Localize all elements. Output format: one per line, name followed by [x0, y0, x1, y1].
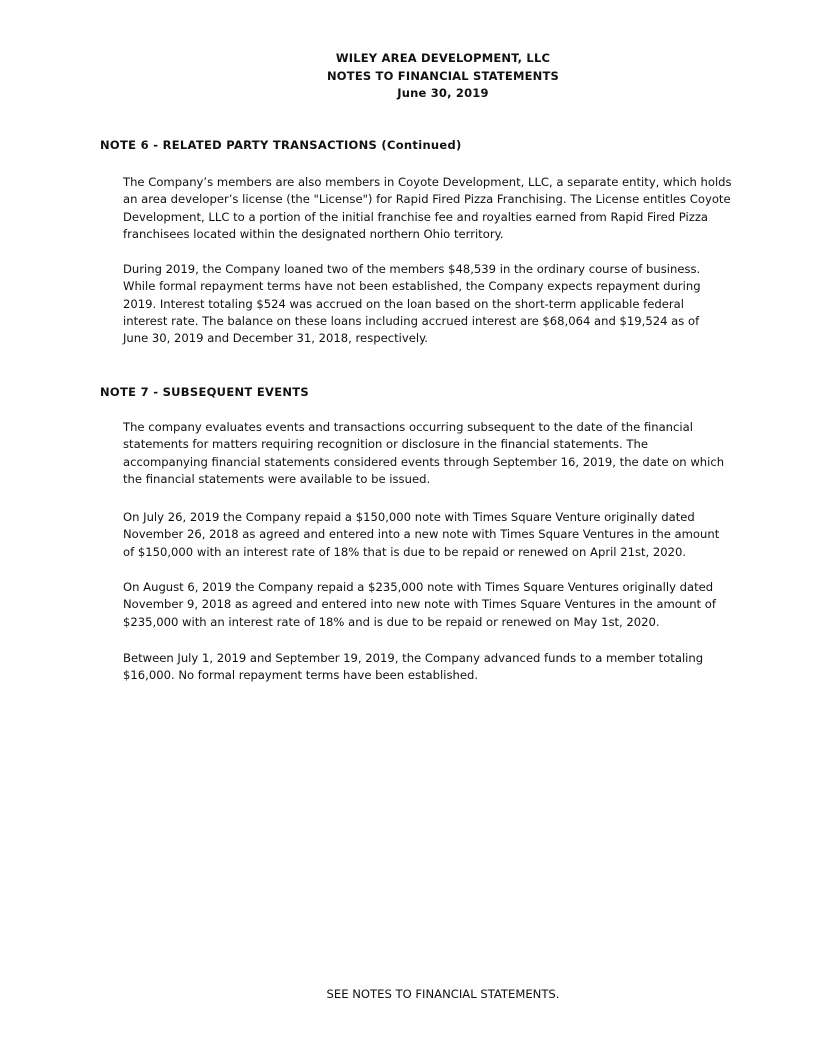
text-line: November 9, 2018 as agreed and entered into new note with Times Square Ventures in the amount of: [123, 597, 716, 612]
page-header: [0, 50, 815, 103]
note-7-paragraph-1: [123, 419, 748, 488]
note-7-paragraph-4: [123, 650, 748, 685]
text-line: While formal repayment terms have not been established, the Company expects repayment during: [123, 279, 701, 294]
text-line: Between July 1, 2019 and September 19, 2019, the Company advanced funds to a member totaling: [123, 651, 704, 665]
note-7-paragraph-3: [123, 579, 748, 631]
note-6-title: NOTE 6 - RELATED PARTY TRANSACTIONS (Continued): [100, 138, 462, 152]
text-line: interest rate. The balance on these loans including accrued interest are $68,064 and $19,524 as of: [123, 313, 700, 328]
text-line: statements for matters requiring recognition or disclosure in the financial statements. The: [123, 437, 648, 452]
statement-date: June 30, 2019: [397, 86, 489, 100]
text-line: the financial statements were available to be issued.: [123, 471, 431, 486]
note-7-paragraph-2: [123, 509, 748, 561]
text-line: of $150,000 with an interest rate of 18% that is due to be repaid or renewed on April 21st, 2020.: [123, 544, 687, 559]
page-footer: SEE NOTES TO FINANCIAL STATEMENTS.: [326, 987, 560, 1001]
text-line: accompanying financial statements considered events through September 16, 2019, the date on which: [123, 454, 725, 469]
text-line: $235,000 with an interest rate of 18% and is due to be repaid or renewed on May 1st, 2020.: [123, 614, 660, 629]
text-line: During 2019, the Company loaned two of the members $48,539 in the ordinary course of business.: [123, 262, 701, 276]
text-line: On July 26, 2019 the Company repaid a $150,000 note with Times Square Venture originally dated: [123, 510, 695, 524]
text-line: November 26, 2018 as agreed and entered into a new note with Times Square Ventures in the amount: [123, 527, 720, 542]
company-name: WILEY AREA DEVELOPMENT, LLC: [335, 51, 551, 65]
text-line: 2019. Interest totaling $524 was accrued on the loan based on the short-term applicable federal: [123, 296, 684, 311]
text-line: $16,000. No formal repayment terms have been established.: [123, 668, 479, 683]
text-line: The Company’s members are also members in Coyote Development, LLC, a separate entity, which holds: [123, 175, 732, 189]
text-line: an area developer’s license (the "License") for Rapid Fired Pizza Franchising. The License entitles Coyote: [123, 192, 731, 207]
statement-title: NOTES TO FINANCIAL STATEMENTS: [326, 68, 560, 83]
note-6-paragraph-2: [123, 261, 748, 347]
text-line: On August 6, 2019 the Company repaid a $235,000 note with Times Square Ventures originally dated: [123, 580, 714, 594]
text-line: June 30, 2019 and December 31, 2018, respectively.: [123, 331, 428, 346]
note-7-title: NOTE 7 - SUBSEQUENT EVENTS: [100, 385, 310, 399]
text-line: Development, LLC to a portion of the initial franchise fee and royalties earned from Rapid Fired Pizza: [123, 209, 709, 224]
text-line: franchisees located within the designated northern Ohio territory.: [123, 226, 504, 241]
text-line: The company evaluates events and transactions occurring subsequent to the date of the financial: [123, 420, 693, 434]
note-6-paragraph-1: [123, 174, 748, 243]
